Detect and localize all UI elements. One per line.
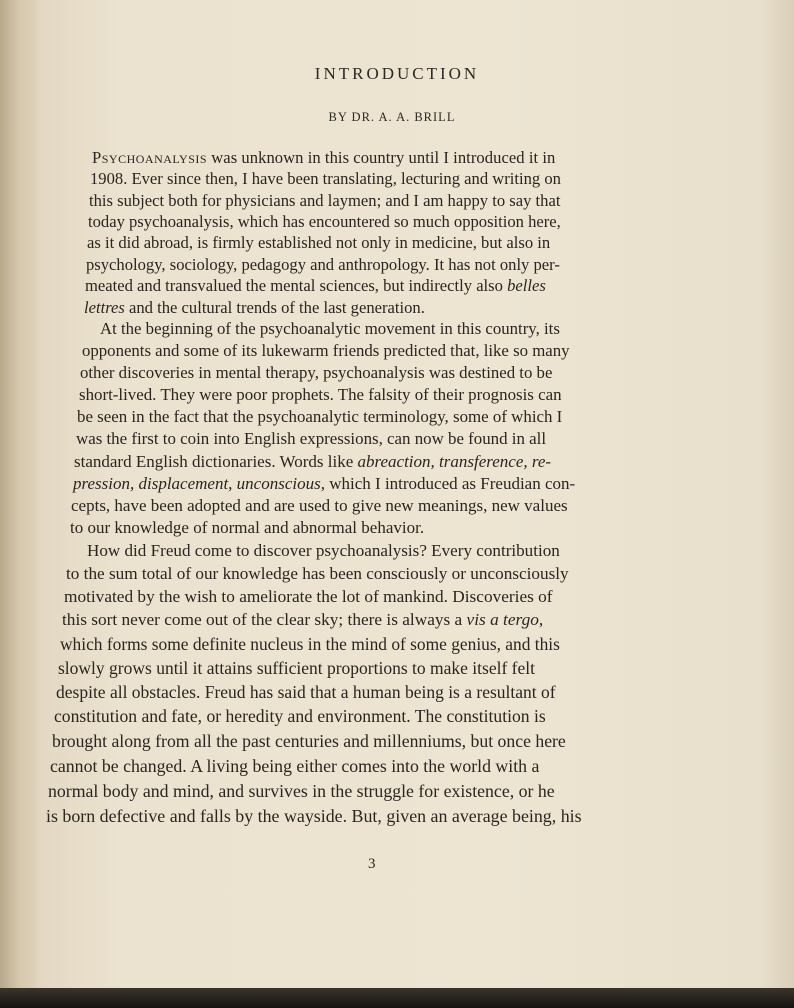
italic-span: lettres <box>84 298 125 317</box>
italic-span: belles <box>507 276 546 295</box>
page-number: 3 <box>368 856 376 872</box>
text-span: to the sum total of our knowledge has been consciously or unconsciously <box>66 564 569 583</box>
text-span: meated and transvalued the mental sciences, but indirectly also <box>85 276 508 295</box>
text-line <box>87 541 560 561</box>
author-byline: BY DR. A. A. BRILL <box>328 110 456 124</box>
text-line <box>88 212 561 232</box>
page-bottom-edge <box>0 988 794 1008</box>
text-span: cannot be changed. A living being either comes into the world with a <box>50 756 540 776</box>
text-span: standard English dictionaries. Words like <box>74 452 358 471</box>
text-line <box>66 564 569 584</box>
text-span: normal body and mind, and survives in the struggle for existence, or he <box>48 781 555 801</box>
text-line <box>82 341 569 361</box>
text-span: was the first to coin into English expressions, can now be found in all <box>76 429 547 448</box>
text-span: is born defective and falls by the wayside. But, given an average being, his <box>46 806 582 826</box>
text-line <box>46 806 582 826</box>
text-span: opponents and some of its lukewarm friends predicted that, like so many <box>82 341 570 360</box>
text-line <box>87 233 550 253</box>
text-span: and the cultural trends of the last generation. <box>124 298 425 317</box>
text-span: other discoveries in mental therapy, psychoanalysis was destined to be <box>80 363 553 382</box>
text-span: At the beginning of the psychoanalytic movement in this country, its <box>100 319 560 338</box>
text-span: this sort never come out of the clear sky; there is always a <box>62 610 467 629</box>
text-span: slowly grows until it attains sufficient proportions to make itself felt <box>58 658 535 678</box>
text-line <box>84 298 425 318</box>
text-line <box>76 429 546 449</box>
text-span: How did Freud come to discover psychoanalysis? Every contribution <box>87 541 560 560</box>
text-span: which I introduced as Freudian con- <box>324 474 576 493</box>
text-span: which forms some definite nucleus in the mind of some genius, and this <box>60 634 560 654</box>
text-line <box>89 191 560 211</box>
italic-span: abreaction, transference, re- <box>357 452 552 471</box>
text-span: motivated by the wish to ameliorate the lot of mankind. Discoveries of <box>64 587 553 606</box>
text-line <box>73 474 575 494</box>
text-span: 1908. Ever since then, I have been translating, lecturing and writing on <box>90 169 561 188</box>
text-line <box>100 319 560 339</box>
text-span: as it did abroad, is firmly established not only in medicine, but also in <box>87 233 551 252</box>
text-span: despite all obstacles. Freud has said that a human being is a resultant of <box>56 682 556 702</box>
text-line <box>60 634 560 654</box>
text-span: brought along from all the past centuries and millenniums, but once here <box>52 731 566 751</box>
text-span: psychology, sociology, pedagogy and anthropology. It has not only per- <box>86 255 560 274</box>
text-line <box>48 781 555 801</box>
text-line <box>71 496 568 516</box>
text-line <box>79 385 562 405</box>
text-line <box>92 148 555 168</box>
text-span: was unknown in this country until I introduced it in <box>207 148 556 167</box>
text-line <box>56 682 556 702</box>
text-span: today psychoanalysis, which has encountered so much opposition here, <box>88 212 561 231</box>
text-span: be seen in the fact that the psychoanalytic terminology, some of which I <box>77 407 563 426</box>
text-line <box>54 706 546 726</box>
text-line <box>90 169 561 189</box>
drop-word: Psychoanalysis <box>92 148 208 167</box>
text-line <box>52 731 566 751</box>
text-line <box>62 610 543 630</box>
text-span: constitution and fate, or heredity and environment. The constitution is <box>54 706 546 726</box>
text-line <box>80 363 552 383</box>
text-line <box>77 407 562 427</box>
text-line <box>86 255 560 275</box>
text-line <box>70 518 424 538</box>
text-span: cepts, have been adopted and are used to give new meanings, new values <box>71 496 568 515</box>
text-line <box>64 587 553 607</box>
text-span: this subject both for physicians and laymen; and I am happy to say that <box>89 191 561 210</box>
italic-span: pression, displacement, unconscious, <box>73 474 325 493</box>
italic-span: vis a tergo <box>466 610 539 629</box>
text-span: , <box>538 610 544 629</box>
text-line <box>58 658 535 678</box>
text-line <box>74 452 551 472</box>
chapter-title: INTRODUCTION <box>314 64 480 83</box>
text-span: to our knowledge of normal and abnormal behavior. <box>70 518 425 537</box>
text-line <box>85 276 546 296</box>
text-line <box>50 756 539 776</box>
text-span: short-lived. They were poor prophets. The falsity of their prognosis can <box>79 385 562 404</box>
